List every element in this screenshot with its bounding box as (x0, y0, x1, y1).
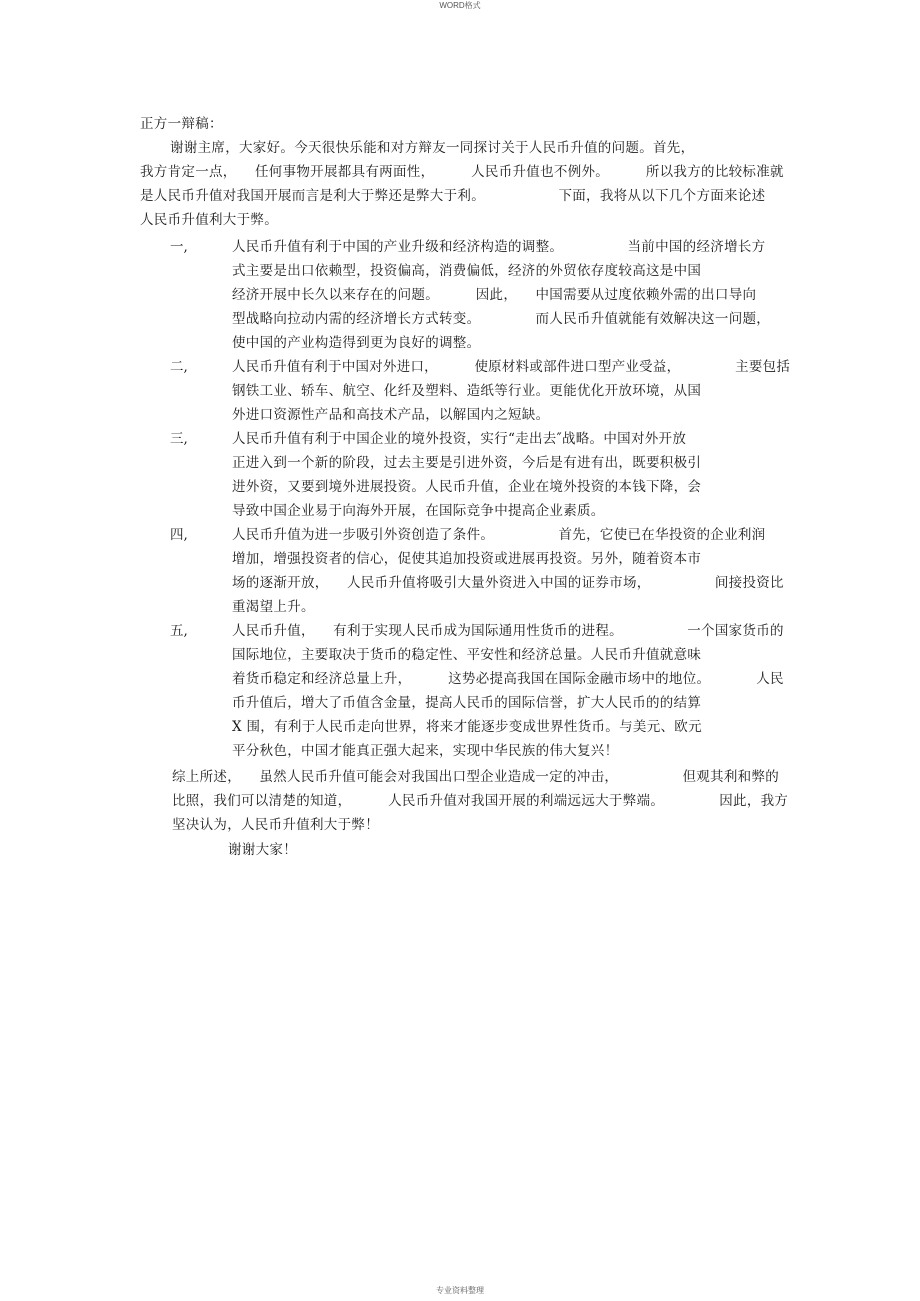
page-footer: 专业资料整理 (436, 1286, 484, 1295)
point-line: 增加，增强投资者的信心，促使其追加投资或进展再投资。另外，随着资本市 (232, 551, 702, 567)
point-line: 国际地位，主要取决于货币的稳定性、平安性和经济总量。人民币升值就意味 (232, 647, 702, 663)
point-line: 人民币升值有利于中国企业的境外投资，实行“走出去″战略。中国对外开放 (232, 431, 687, 447)
point-line: 平分秋色，中国才能真正强大起来，实现中华民族的伟大复兴！ (232, 743, 619, 759)
point-line: 人民币升值， 有利于实现人民币成为国际通用性货币的进程。 一个国家货币的 (232, 623, 784, 639)
point-number: 一, (170, 239, 188, 255)
point-line: 币升值后，增大了币值含金量，提高人民币的国际信誉，扩大人民币的的结算 (232, 695, 702, 711)
point-line: 进外资，又要到境外进展投资。人民币升值，企业在境外投资的本钱下降，会 (232, 479, 702, 495)
point-number: 五, (170, 623, 188, 639)
point-line: 使中国的产业构造得到更为良好的调整。 (232, 335, 481, 351)
closing-line: 谢谢大家！ (228, 842, 297, 858)
conclusion-line: 综上所述， 虽然人民币升值可能会对我国出口型企业造成一定的冲击， 但观其利和弊的 (172, 769, 780, 785)
intro-line: 是人民币升值对我国开展而言是利大于弊还是弊大于利。 下面，我将从以下几个方面来论述 (140, 188, 766, 204)
conclusion-line: 比照，我们可以清楚的知道， 人民币升值对我国开展的利端远远大于弊端。 因此，我方 (172, 793, 789, 809)
point-number: 二, (170, 359, 188, 375)
intro-line: 我方肯定一点， 任何事物开展都具有两面性， 人民币升值也不例外。 所以我方的比较标准就 (140, 164, 784, 180)
point-line: 式主要是出口依赖型，投资偏高，消费偏低，经济的外贸依存度较高这是中国 (232, 263, 702, 279)
point-line: 场的逐渐开放， 人民币升值将吸引大量外资进入中国的证券市场， 间接投资比 (232, 575, 784, 591)
point-line: 重渴望上升。 (232, 599, 315, 615)
point-line: 着货币稳定和经济总量上升， 这势必提高我国在国际金融市场中的地位。 人民 (232, 671, 784, 687)
point-line: 人民币升值有利于中国对外进口， 使原材料或部件进口型产业受益， 主要包括 (232, 359, 791, 375)
intro-line: 人民币升值利大于弊。 (140, 212, 278, 228)
point-line: X 围，有利于人民币走向世界，将来才能逐步变成世界性货币。与美元、欧元 (232, 719, 702, 735)
point-line: 外进口资源性产品和高技术产品，以解国内之短缺。 (232, 407, 550, 423)
page-header: WORD格式 (439, 1, 481, 10)
intro-line: 谢谢主席，大家好。今天很快乐能和对方辩友一同探讨关于人民币升值的问题。首先， (170, 140, 695, 156)
point-line: 人民币升值为进一步吸引外资创造了条件。 首先，它使已在华投资的企业利润 (232, 527, 766, 543)
point-line: 经济开展中长久以来存在的问题。 因此， 中国需要从过度依赖外需的出口导向 (232, 287, 757, 303)
point-line: 型战略向拉动内需的经济增长方式转变。 而人民币升值就能有效解决这一问题， (232, 311, 771, 327)
speech-title: 正方一辩稿： (140, 116, 223, 132)
conclusion-line: 坚决认为，人民币升值利大于弊！ (172, 817, 379, 833)
point-line: 导致中国企业易于向海外开展，在国际竞争中提高企业素质。 (232, 503, 605, 519)
point-line: 正进入到一个新的阶段，过去主要是引进外资，今后是有进有出，既要积极引 (232, 455, 702, 471)
point-line: 人民币升值有利于中国的产业升级和经济构造的调整。 当前中国的经济增长方 (232, 239, 766, 255)
point-number: 三, (170, 431, 188, 447)
point-number: 四, (170, 527, 188, 543)
point-line: 钢铁工业、轿车、航空、化纤及塑料、造纸等行业。更能优化开放环境，从国 (232, 383, 702, 399)
